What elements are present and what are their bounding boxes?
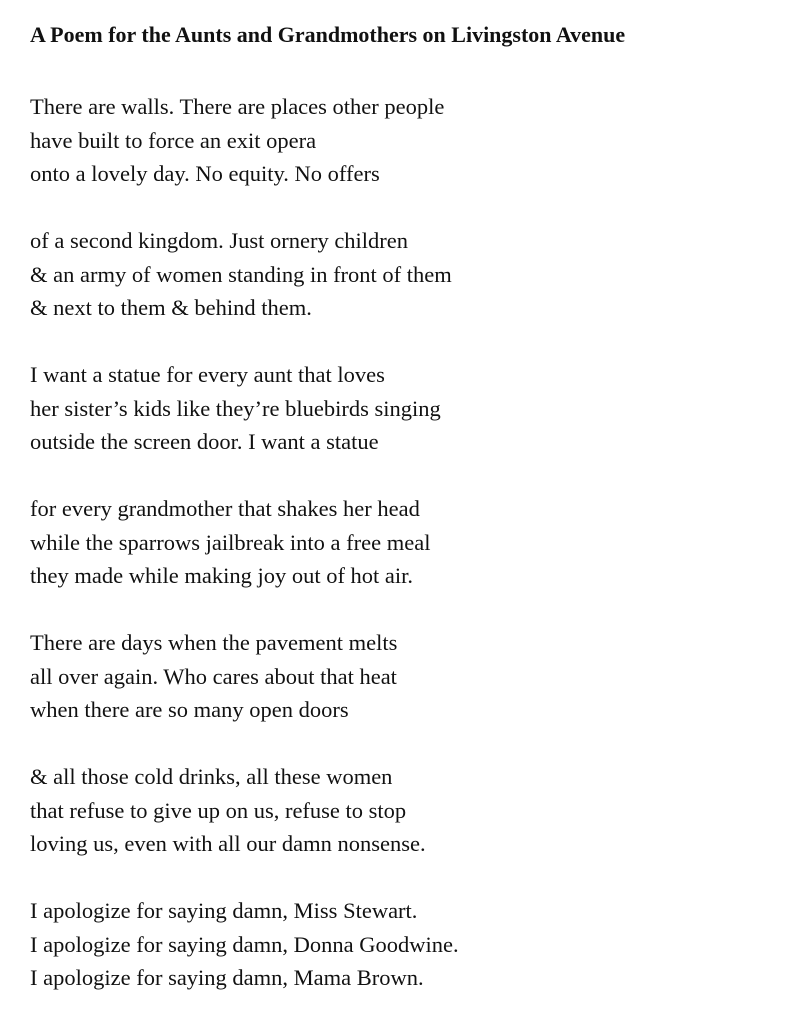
poem-line: they made while making joy out of hot air. (30, 563, 414, 588)
poem-line: onto a lovely day. No equity. No offers (30, 161, 380, 186)
poem-line: for every grandmother that shakes her head (30, 496, 420, 521)
poem-body (30, 90, 459, 1028)
poem-line: There are days when the pavement melts (30, 630, 398, 655)
poem-line: while the sparrows jailbreak into a free meal (30, 529, 431, 555)
stanza (30, 626, 459, 727)
poem-line: I apologize for saying damn, Miss Stewart. (30, 898, 418, 923)
stanza (30, 358, 459, 459)
poem-line: when there are so many open doors (30, 697, 349, 722)
poem-line: her sister’s kids like they’re bluebirds singing (30, 395, 441, 421)
poem-line: all over again. Who cares about that heat (30, 663, 397, 689)
poem-line: & an army of women standing in front of them (30, 261, 452, 287)
poem-line: have built to force an exit opera (30, 127, 317, 153)
poem-line: I apologize for saying damn, Donna Goodwine. (30, 931, 459, 957)
poem-title: A Poem for the Aunts and Grandmothers on Livingston Avenue (30, 22, 626, 47)
stanza (30, 760, 459, 861)
stanza (30, 492, 459, 593)
poem-line: There are walls. There are places other people (30, 94, 445, 119)
poem-line: I want a statue for every aunt that loves (30, 362, 385, 387)
poem-line: of a second kingdom. Just ornery children (30, 228, 409, 253)
poem-line: loving us, even with all our damn nonsense. (30, 831, 426, 856)
stanza (30, 90, 459, 191)
stanza (30, 894, 459, 995)
poem-line: I apologize for saying damn, Mama Brown. (30, 965, 424, 990)
poem-line: outside the screen door. I want a statue (30, 429, 379, 454)
poem-line: & next to them & behind them. (30, 295, 312, 320)
stanza (30, 224, 459, 325)
poem-line: & all those cold drinks, all these women (30, 764, 393, 789)
poem-line: that refuse to give up on us, refuse to stop (30, 797, 407, 823)
